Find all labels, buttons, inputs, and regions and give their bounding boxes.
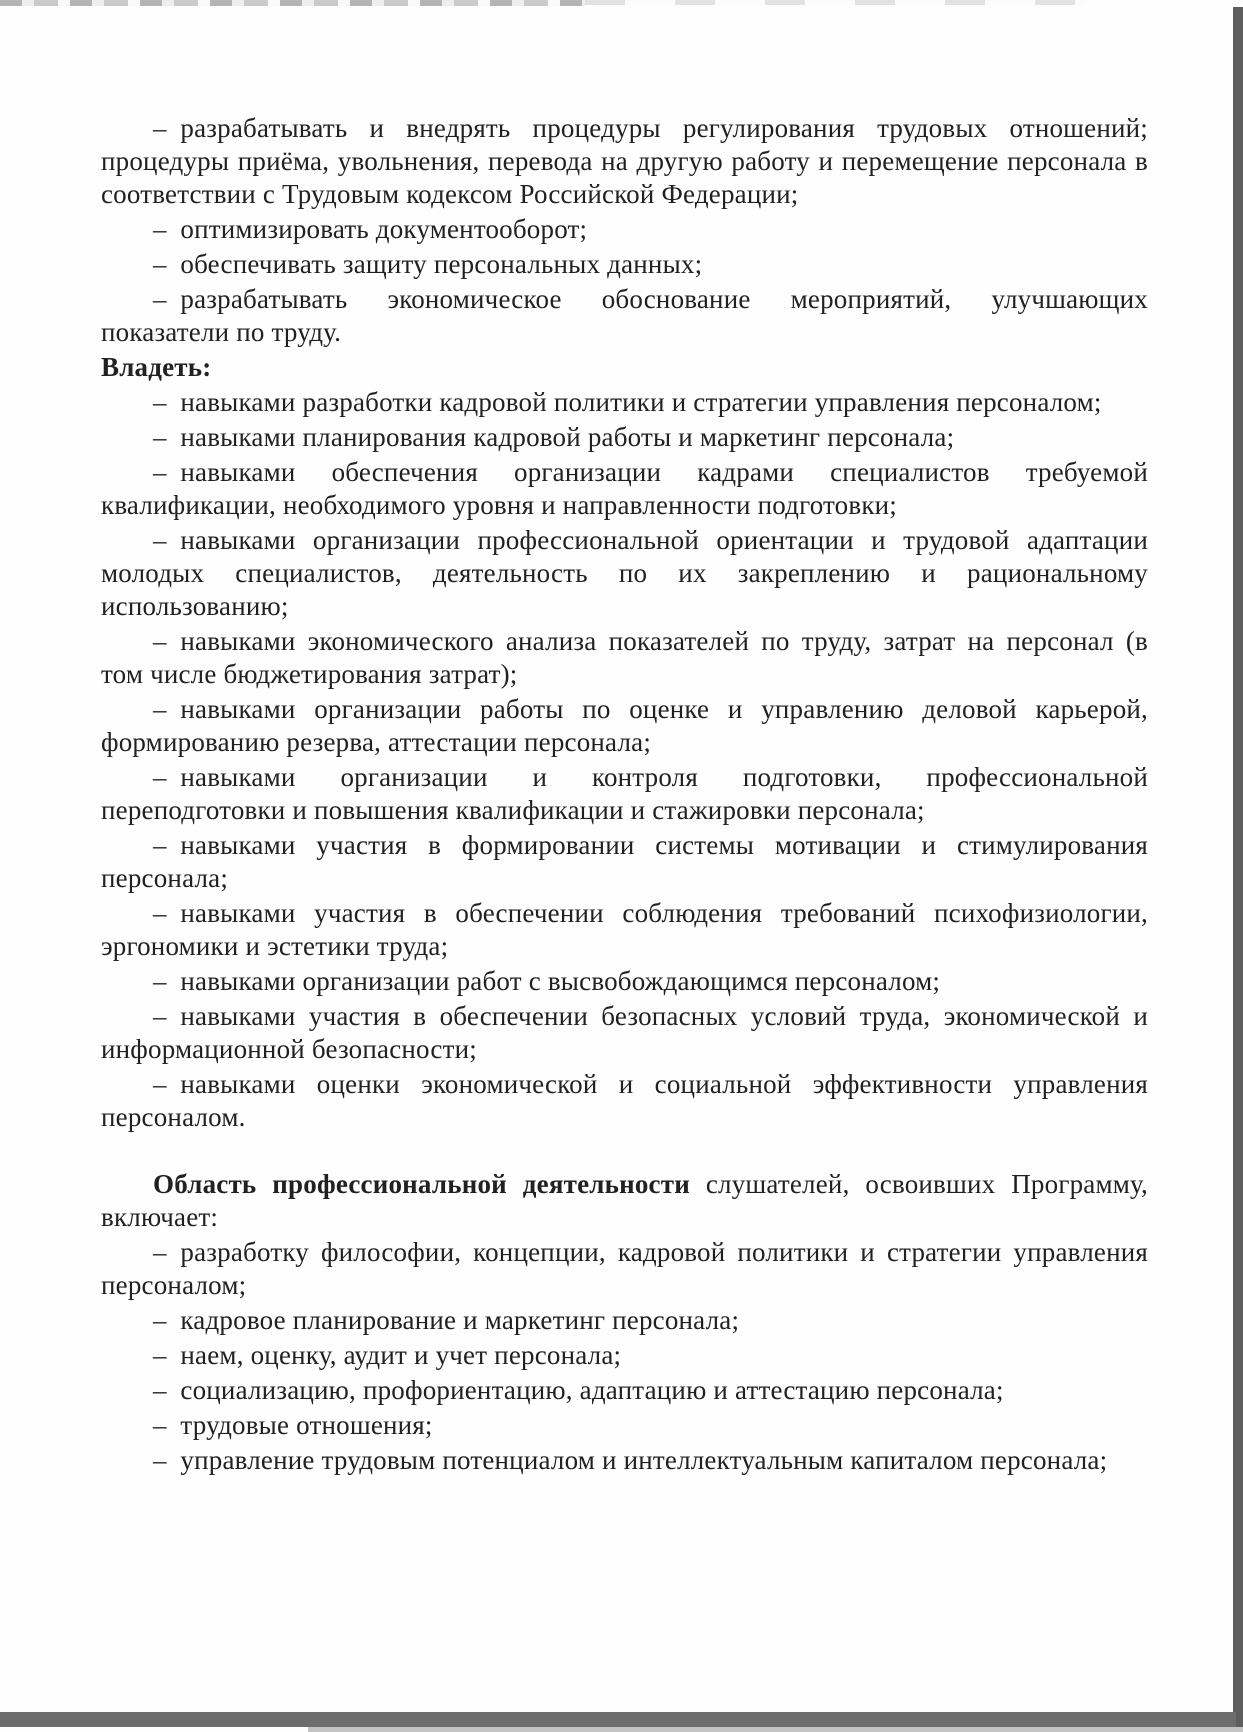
- section-lead-text: слушателей, освоивших Программу, включает:: [101, 1169, 1149, 1232]
- document-page: [101, 112, 1148, 1479]
- bullet-paragraph: – навыками разработки кадровой политики и стратегии управления персоналом;: [153, 387, 1102, 417]
- bullet-paragraph: – трудовые отношения;: [153, 1410, 433, 1440]
- bullet-paragraph: – навыками организации профессиональной ориентации и трудовой адаптации молодых специалистов, деятельность по их закреплению и рациональному использованию;: [101, 525, 1148, 621]
- bullet-paragraph: – навыками организации работы по оценке и управлению деловой карьерой, формированию резерва, аттестации персонала;: [101, 694, 1148, 757]
- bullet-paragraph: – навыками обеспечения организации кадрами специалистов требуемой квалификации, необходимого уровня и направленности подготовки;: [101, 457, 1148, 520]
- scan-artifact-bottom-bar: [0, 1712, 1236, 1727]
- bullet-paragraph: – навыками организации и контроля подготовки, профессиональной переподготовки и повышения квалификации и стажировки персонала;: [101, 762, 1148, 825]
- bullet-paragraph: – навыками участия в обеспечении соблюдения требований психофизиологии, эргономики и эстетики труда;: [101, 898, 1148, 961]
- bullet-paragraph: – управление трудовым потенциалом и интеллектуальным капиталом персонала;: [153, 1445, 1108, 1475]
- bullet-paragraph: – разрабатывать и внедрять процедуры регулирования трудовых отношений; процедуры приёма, увольнения, перевода на другую работу и перемещение персонала в соответствии с Трудовым кодексом Российской Федерации;: [101, 113, 1148, 209]
- bullet-paragraph: – навыками планирования кадровой работы и маркетинг персонала;: [153, 422, 955, 452]
- bullet-paragraph: – разработку философии, концепции, кадровой политики и стратегии управления персоналом;: [101, 1237, 1148, 1300]
- section-heading-oblast: Область профессиональной деятельности: [153, 1169, 690, 1199]
- bullet-paragraph: – навыками участия в обеспечении безопасных условий труда, экономической и информационной безопасности;: [101, 1001, 1148, 1064]
- section-lead-paragraph: [101, 1168, 1148, 1234]
- bullet-paragraph: – навыками оценки экономической и социальной эффективности управления персоналом.: [101, 1069, 1148, 1132]
- bullet-paragraph: – наем, оценку, аудит и учет персонала;: [153, 1340, 622, 1370]
- bullet-paragraph: – навыками организации работ с высвобождающимся персоналом;: [153, 966, 941, 996]
- bullet-paragraph: – оптимизировать документооборот;: [153, 214, 588, 244]
- scan-artifact-bottom-light-strip: [308, 1727, 1243, 1732]
- bullet-paragraph: – навыками участия в формировании системы мотивации и стимулирования персонала;: [101, 830, 1148, 893]
- scan-artifact-top-strip: [0, 0, 585, 6]
- bullet-paragraph: – обеспечивать защиту персональных данных;: [153, 249, 703, 279]
- bullet-paragraph: – навыками экономического анализа показателей по труду, затрат на персонал (в том числе бюджетирования затрат);: [101, 626, 1148, 689]
- bullet-paragraph: – разрабатывать экономическое обоснование мероприятий, улучшающих показатели по труду.: [101, 284, 1148, 347]
- bullet-paragraph: – социализацию, профориентацию, адаптацию и аттестацию персонала;: [153, 1375, 1004, 1405]
- bullet-paragraph: – кадровое планирование и маркетинг персонала;: [153, 1305, 740, 1335]
- scan-artifact-top-strip-faint: [585, 0, 1085, 5]
- section-heading-vladet: Владеть:: [101, 352, 212, 382]
- scan-artifact-right-bar: [1233, 7, 1243, 1732]
